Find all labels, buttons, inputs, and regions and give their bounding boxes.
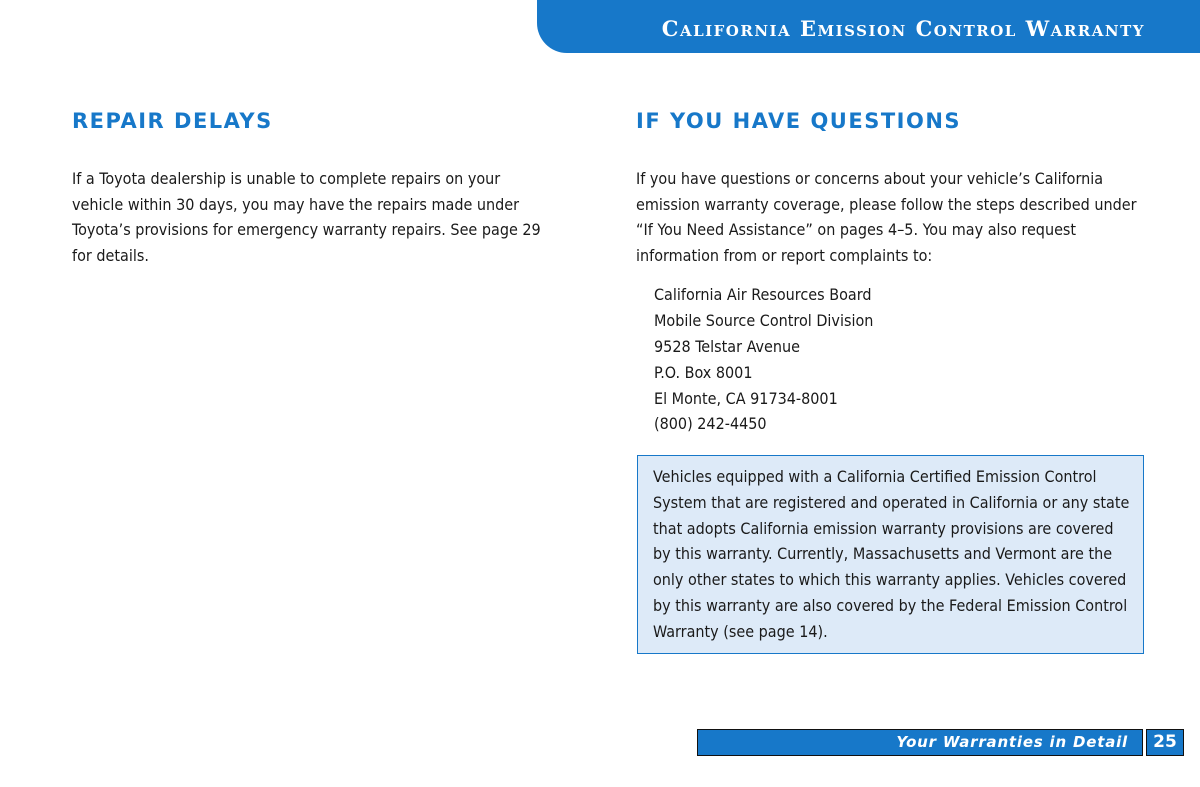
- header-banner: [537, 0, 1200, 53]
- questions-section: [636, 104, 1146, 437]
- repair-delays-paragraph: If a Toyota dealership is unable to complete repairs on your vehicle within 30 days, you may have the repairs made under Toyota’s provisions for emergency warranty repairs. See page 29 for details.: [72, 169, 541, 265]
- page-number: 25: [1146, 729, 1184, 756]
- address-line: California Air Resources Board: [654, 285, 872, 305]
- address-line: El Monte, CA 91734-8001: [654, 388, 838, 408]
- phone-number: (800) 242-4450: [654, 414, 767, 434]
- coverage-notice-text: Vehicles equipped with a California Certified Emission Control System that are registered and operated in California or any state that adopts California emission warranty provisions are covered by this warranty. Currently, Massachusetts and Vermont are the only other states to which this warranty applies. Vehicles covered by this warranty are also covered by the Federal Emission Control Warranty (see page 14).: [653, 467, 1130, 641]
- footer-section-label: Your Warranties in Detail: [896, 733, 1128, 751]
- mailing-address: [636, 282, 1146, 437]
- questions-heading: IF YOU HAVE QUESTIONS: [636, 109, 962, 133]
- address-line: 9528 Telstar Avenue: [654, 336, 800, 356]
- coverage-notice-box: [637, 455, 1144, 654]
- footer-section-bar: [697, 729, 1143, 756]
- repair-delays-heading: REPAIR DELAYS: [72, 109, 273, 133]
- questions-paragraph: If you have questions or concerns about your vehicle’s California emission warranty coverage, please follow the steps described under “If You Need Assistance” on pages 4–5. You may also request information from or report complaints to:: [636, 169, 1137, 265]
- address-line: P.O. Box 8001: [654, 362, 753, 382]
- repair-delays-section: [72, 104, 552, 268]
- address-line: Mobile Source Control Division: [654, 311, 874, 331]
- running-header-title: California Emission Control Warranty: [661, 16, 1145, 41]
